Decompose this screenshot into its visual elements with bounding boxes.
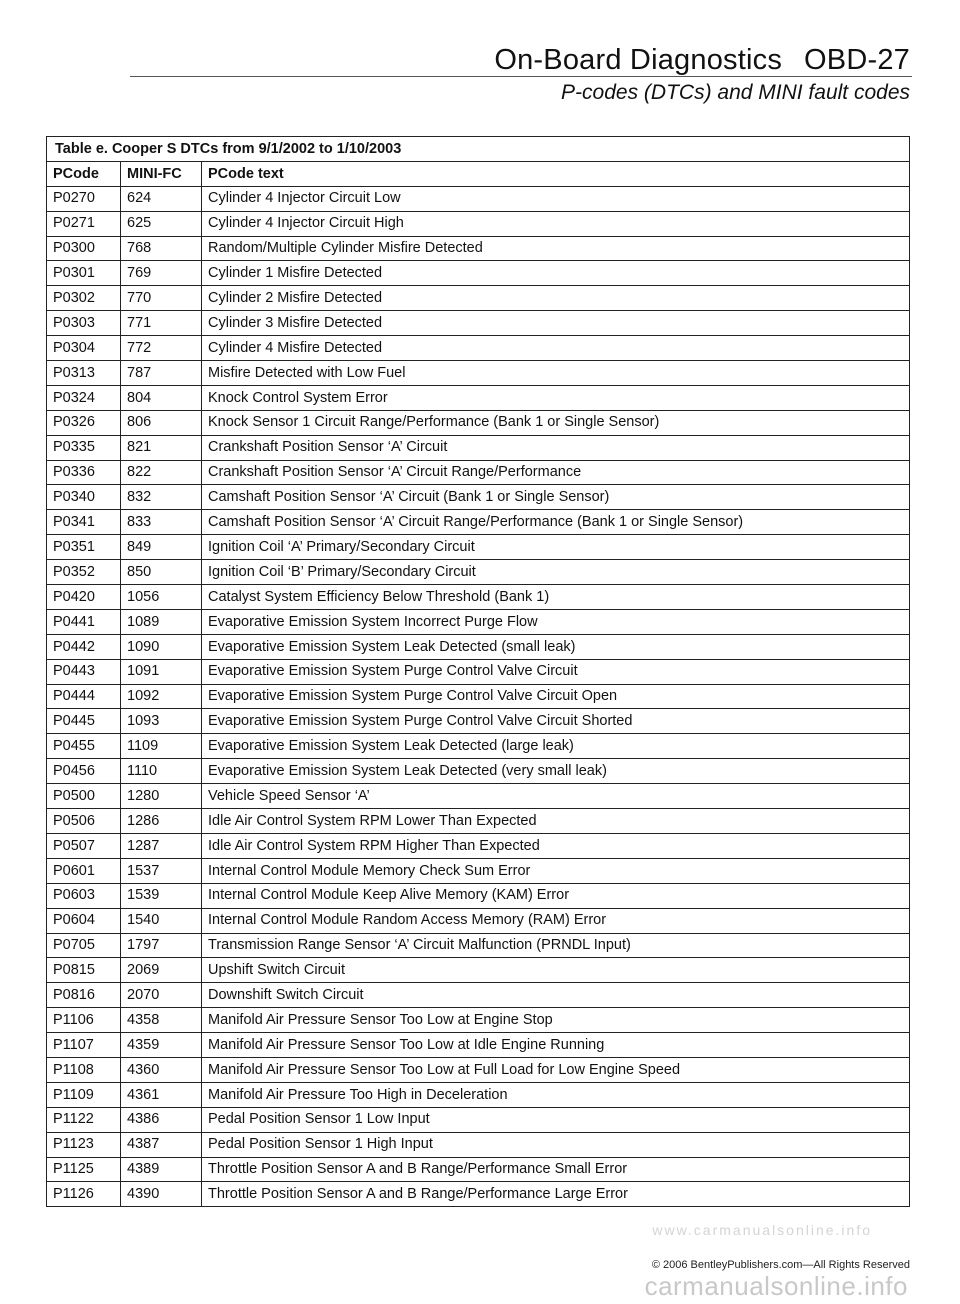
pcode-text-cell: Cylinder 4 Misfire Detected [202, 336, 910, 361]
pcode-cell: P0313 [47, 361, 121, 386]
table-row [47, 1008, 910, 1033]
pcode-cell: P0302 [47, 286, 121, 311]
pcode-text-cell: Catalyst System Efficiency Below Threshold (Bank 1) [202, 585, 910, 610]
pcode-cell: P0603 [47, 883, 121, 908]
pcode-cell: P0270 [47, 186, 121, 211]
table-row [47, 1033, 910, 1058]
pcode-text-cell: Internal Control Module Keep Alive Memory (KAM) Error [202, 883, 910, 908]
pcode-text-cell: Transmission Range Sensor ‘A’ Circuit Malfunction (PRNDL Input) [202, 933, 910, 958]
table-row [47, 236, 910, 261]
mini-fc-cell: 4389 [121, 1157, 202, 1182]
pcode-text-cell: Manifold Air Pressure Sensor Too Low at Full Load for Low Engine Speed [202, 1057, 910, 1082]
table-row [47, 634, 910, 659]
mini-fc-cell: 822 [121, 460, 202, 485]
pcode-cell: P1123 [47, 1132, 121, 1157]
table-row [47, 385, 910, 410]
mini-fc-cell: 1092 [121, 684, 202, 709]
table-row [47, 460, 910, 485]
table-row [47, 286, 910, 311]
pcode-text-cell: Idle Air Control System RPM Lower Than Expected [202, 809, 910, 834]
watermark-text: www.carmanualsonline.info [652, 1222, 872, 1238]
pcode-text-cell: Pedal Position Sensor 1 Low Input [202, 1107, 910, 1132]
pcode-text-cell: Cylinder 2 Misfire Detected [202, 286, 910, 311]
table-row [47, 784, 910, 809]
page-number: OBD-27 [804, 44, 910, 76]
mini-fc-cell: 4360 [121, 1057, 202, 1082]
pcode-text-cell: Idle Air Control System RPM Higher Than Expected [202, 833, 910, 858]
mini-fc-cell: 1287 [121, 833, 202, 858]
mini-fc-cell: 1539 [121, 883, 202, 908]
pcode-cell: P0500 [47, 784, 121, 809]
mini-fc-cell: 1797 [121, 933, 202, 958]
table-caption-row [47, 137, 910, 162]
table-row [47, 759, 910, 784]
pcode-text-cell: Evaporative Emission System Leak Detected (large leak) [202, 734, 910, 759]
pcode-cell: P1125 [47, 1157, 121, 1182]
header-rule [130, 76, 912, 77]
mini-fc-cell: 4390 [121, 1182, 202, 1207]
pcode-cell: P0456 [47, 759, 121, 784]
pcode-cell: P0341 [47, 510, 121, 535]
pcode-cell: P1107 [47, 1033, 121, 1058]
mini-fc-cell: 771 [121, 311, 202, 336]
table-row [47, 585, 910, 610]
pcode-cell: P0443 [47, 659, 121, 684]
mini-fc-cell: 624 [121, 186, 202, 211]
pcode-cell: P0352 [47, 560, 121, 585]
table-row [47, 410, 910, 435]
table-row [47, 311, 910, 336]
table-row [47, 659, 910, 684]
pcode-text-cell: Evaporative Emission System Leak Detected (very small leak) [202, 759, 910, 784]
table-row [47, 684, 910, 709]
table-row [47, 833, 910, 858]
column-header-pcode-text: PCode text [202, 161, 910, 186]
table-row [47, 1157, 910, 1182]
pcode-text-cell: Throttle Position Sensor A and B Range/Performance Large Error [202, 1182, 910, 1207]
pcode-cell: P0601 [47, 858, 121, 883]
pcode-cell: P1108 [47, 1057, 121, 1082]
table-row [47, 908, 910, 933]
dtc-table [46, 136, 910, 1207]
mini-fc-cell: 806 [121, 410, 202, 435]
pcode-text-cell: Downshift Switch Circuit [202, 983, 910, 1008]
pcode-text-cell: Knock Control System Error [202, 385, 910, 410]
pcode-text-cell: Evaporative Emission System Leak Detected (small leak) [202, 634, 910, 659]
pcode-cell: P0340 [47, 485, 121, 510]
page-header [494, 44, 910, 77]
pcode-cell: P0271 [47, 211, 121, 236]
mini-fc-cell: 4361 [121, 1082, 202, 1107]
mini-fc-cell: 2070 [121, 983, 202, 1008]
pcode-cell: P0420 [47, 585, 121, 610]
pcode-cell: P0304 [47, 336, 121, 361]
pcode-cell: P0326 [47, 410, 121, 435]
table-row [47, 858, 910, 883]
pcode-cell: P0301 [47, 261, 121, 286]
column-header-mini-fc: MINI-FC [121, 161, 202, 186]
mini-fc-cell: 1109 [121, 734, 202, 759]
pcode-text-cell: Upshift Switch Circuit [202, 958, 910, 983]
pcode-text-cell: Evaporative Emission System Incorrect Purge Flow [202, 609, 910, 634]
table-row [47, 186, 910, 211]
table-row [47, 510, 910, 535]
pcode-cell: P1122 [47, 1107, 121, 1132]
pcode-text-cell: Camshaft Position Sensor ‘A’ Circuit Range/Performance (Bank 1 or Single Sensor) [202, 510, 910, 535]
pcode-text-cell: Crankshaft Position Sensor ‘A’ Circuit [202, 435, 910, 460]
mini-fc-cell: 4387 [121, 1132, 202, 1157]
mini-fc-cell: 1090 [121, 634, 202, 659]
mini-fc-cell: 1110 [121, 759, 202, 784]
pcode-cell: P0442 [47, 634, 121, 659]
table-row [47, 709, 910, 734]
mini-fc-cell: 768 [121, 236, 202, 261]
mini-fc-cell: 850 [121, 560, 202, 585]
pcode-text-cell: Ignition Coil ‘A’ Primary/Secondary Circuit [202, 535, 910, 560]
mini-fc-cell: 1540 [121, 908, 202, 933]
page-subtitle: P-codes (DTCs) and MINI fault codes [561, 81, 910, 104]
pcode-text-cell: Random/Multiple Cylinder Misfire Detected [202, 236, 910, 261]
pcode-cell: P0300 [47, 236, 121, 261]
pcode-cell: P0506 [47, 809, 121, 834]
column-header-pcode: PCode [47, 161, 121, 186]
pcode-text-cell: Misfire Detected with Low Fuel [202, 361, 910, 386]
table-caption: Table e. Cooper S DTCs from 9/1/2002 to 1/10/2003 [47, 137, 910, 162]
pcode-text-cell: Cylinder 3 Misfire Detected [202, 311, 910, 336]
table-row [47, 560, 910, 585]
table-row [47, 211, 910, 236]
mini-fc-cell: 769 [121, 261, 202, 286]
pcode-cell: P1126 [47, 1182, 121, 1207]
pcode-text-cell: Evaporative Emission System Purge Control Valve Circuit Open [202, 684, 910, 709]
pcode-text-cell: Pedal Position Sensor 1 High Input [202, 1132, 910, 1157]
mini-fc-cell: 2069 [121, 958, 202, 983]
section-title: On-Board Diagnostics [494, 44, 783, 76]
pcode-text-cell: Manifold Air Pressure Too High in Deceleration [202, 1082, 910, 1107]
copyright-notice: © 2006 BentleyPublishers.com—All Rights Reserved [651, 1259, 910, 1271]
pcode-text-cell: Cylinder 4 Injector Circuit Low [202, 186, 910, 211]
pcode-text-cell: Evaporative Emission System Purge Control Valve Circuit Shorted [202, 709, 910, 734]
pcode-cell: P0445 [47, 709, 121, 734]
table-body [47, 186, 910, 1207]
pcode-cell: P0604 [47, 908, 121, 933]
mini-fc-cell: 1280 [121, 784, 202, 809]
mini-fc-cell: 772 [121, 336, 202, 361]
pcode-cell: P0303 [47, 311, 121, 336]
pcode-cell: P0351 [47, 535, 121, 560]
table-row [47, 1057, 910, 1082]
table-row [47, 933, 910, 958]
site-watermark: carmanualsonline.info [644, 1271, 908, 1301]
table-row [47, 485, 910, 510]
pcode-text-cell: Cylinder 4 Injector Circuit High [202, 211, 910, 236]
pcode-text-cell: Vehicle Speed Sensor ‘A’ [202, 784, 910, 809]
table-row [47, 983, 910, 1008]
pcode-text-cell: Manifold Air Pressure Sensor Too Low at Engine Stop [202, 1008, 910, 1033]
pcode-text-cell: Ignition Coil ‘B’ Primary/Secondary Circuit [202, 560, 910, 585]
pcode-text-cell: Crankshaft Position Sensor ‘A’ Circuit Range/Performance [202, 460, 910, 485]
table-row [47, 435, 910, 460]
mini-fc-cell: 821 [121, 435, 202, 460]
pcode-cell: P0441 [47, 609, 121, 634]
pcode-cell: P1106 [47, 1008, 121, 1033]
mini-fc-cell: 832 [121, 485, 202, 510]
mini-fc-cell: 833 [121, 510, 202, 535]
table-row [47, 1082, 910, 1107]
table-row [47, 809, 910, 834]
pcode-cell: P0455 [47, 734, 121, 759]
pcode-text-cell: Knock Sensor 1 Circuit Range/Performance (Bank 1 or Single Sensor) [202, 410, 910, 435]
mini-fc-cell: 1286 [121, 809, 202, 834]
pcode-text-cell: Throttle Position Sensor A and B Range/Performance Small Error [202, 1157, 910, 1182]
pcode-text-cell: Internal Control Module Memory Check Sum Error [202, 858, 910, 883]
table-row [47, 535, 910, 560]
mini-fc-cell: 787 [121, 361, 202, 386]
mini-fc-cell: 770 [121, 286, 202, 311]
pcode-cell: P0324 [47, 385, 121, 410]
mini-fc-cell: 849 [121, 535, 202, 560]
pcode-cell: P0507 [47, 833, 121, 858]
table-row [47, 261, 910, 286]
pcode-text-cell: Manifold Air Pressure Sensor Too Low at Idle Engine Running [202, 1033, 910, 1058]
mini-fc-cell: 1089 [121, 609, 202, 634]
pcode-cell: P0815 [47, 958, 121, 983]
pcode-text-cell: Camshaft Position Sensor ‘A’ Circuit (Bank 1 or Single Sensor) [202, 485, 910, 510]
table-row [47, 883, 910, 908]
table-row [47, 1182, 910, 1207]
mini-fc-cell: 1537 [121, 858, 202, 883]
mini-fc-cell: 1056 [121, 585, 202, 610]
pcode-text-cell: Evaporative Emission System Purge Control Valve Circuit [202, 659, 910, 684]
table-row [47, 1107, 910, 1132]
table-row [47, 1132, 910, 1157]
mini-fc-cell: 4359 [121, 1033, 202, 1058]
mini-fc-cell: 1091 [121, 659, 202, 684]
table-row [47, 734, 910, 759]
pcode-cell: P0705 [47, 933, 121, 958]
table-row [47, 336, 910, 361]
pcode-cell: P0816 [47, 983, 121, 1008]
pcode-cell: P0444 [47, 684, 121, 709]
pcode-cell: P0336 [47, 460, 121, 485]
mini-fc-cell: 1093 [121, 709, 202, 734]
pcode-text-cell: Cylinder 1 Misfire Detected [202, 261, 910, 286]
table-row [47, 958, 910, 983]
table-row [47, 609, 910, 634]
table-row [47, 361, 910, 386]
mini-fc-cell: 625 [121, 211, 202, 236]
mini-fc-cell: 4386 [121, 1107, 202, 1132]
pcode-cell: P1109 [47, 1082, 121, 1107]
pcode-cell: P0335 [47, 435, 121, 460]
pcode-text-cell: Internal Control Module Random Access Memory (RAM) Error [202, 908, 910, 933]
table-header-row [47, 161, 910, 186]
mini-fc-cell: 804 [121, 385, 202, 410]
mini-fc-cell: 4358 [121, 1008, 202, 1033]
